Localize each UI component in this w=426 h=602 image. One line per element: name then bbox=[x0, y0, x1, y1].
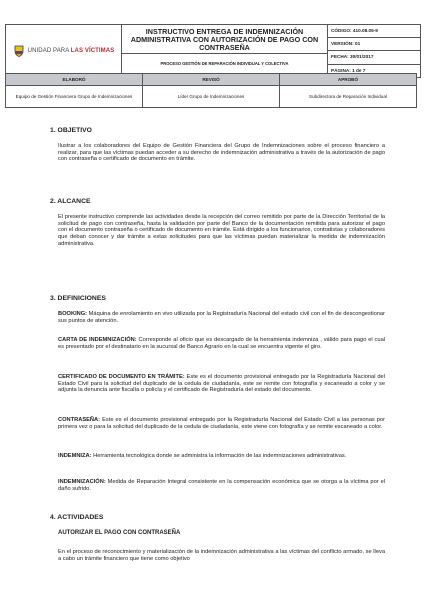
section-actividades-title: 4. ACTIVIDADES bbox=[50, 514, 104, 521]
reviso-header: REVISÓ bbox=[143, 74, 280, 86]
definition-certificado: CERTIFICADO DE DOCUMENTO EN TRÁMITE: Este es el documento provisional entregado por la Registraduría Nacional del Estado Civil para la solicitud del duplicado de la cedula de ciudadanía, este se remite con fotografía y escaneado a color y se adjunta la denuncia ante fiscalía o policía y el certificado de Registraduría del estado del documento. bbox=[58, 374, 385, 394]
definition-term: CARTA DE INDEMNIZACIÓN: bbox=[58, 337, 137, 343]
document-title: INSTRUCTIVO ENTREGA DE INDEMNIZACIÓN ADMINISTRATIVA CON AUTORIZACIÓN DE PAGO CON CONTRASEÑA bbox=[122, 27, 327, 54]
definition-indemnizacion: INDEMNIZACIÓN: Medida de Reparación Integral consistente en la compensación económica que se otorga a la víctima por el daño sufrido. bbox=[58, 479, 385, 492]
coat-of-arms-icon bbox=[13, 45, 25, 57]
elaboro-header: ELABORÓ bbox=[6, 74, 143, 86]
document-code: CÓDIGO: 410.08.05-9 bbox=[328, 25, 420, 38]
section-objetivo-title: 1. OBJETIVO bbox=[50, 127, 92, 134]
section-alcance-title: 2. ALCANCE bbox=[50, 198, 91, 205]
document-header bbox=[5, 24, 421, 78]
approval-table bbox=[5, 73, 417, 108]
definition-term: BOOKING: bbox=[58, 311, 88, 317]
logo bbox=[6, 45, 121, 57]
section-actividades-text: En el proceso de reconocimiento y materialización de la indemnización administrativa a las víctimas del conflicto armado, se lleva a cabo un trámite financiero que tiene como objetivo bbox=[58, 549, 385, 562]
logo-text: UNIDAD PARA LAS VÍCTIMAS bbox=[27, 47, 115, 54]
definition-indemniza: INDEMNIZA: Herramienta tecnológica donde se administra la información de las indemnizaciones administrativas. bbox=[58, 453, 347, 459]
document-version: VERSIÓN: 01 bbox=[328, 38, 420, 51]
section-definiciones-title: 3. DEFINICIONES bbox=[50, 295, 106, 302]
process-name: PROCESO GESTIÓN DE REPARACIÓN INDIVIDUAL Y COLECTIVA bbox=[160, 61, 289, 67]
title-cell bbox=[122, 25, 328, 78]
logo-brand: LAS VÍCTIMAS bbox=[70, 47, 115, 54]
reviso-value: Líder Grupo de Indemnizaciones bbox=[143, 86, 280, 108]
aprobo-value: Subdirectora de Reparación Individual bbox=[280, 86, 417, 108]
logo-cell bbox=[6, 25, 122, 78]
definition-booking: BOOKING: Máquina de enrolamiento en vivo utilizada por la Registraduría Nacional del estado civil con el fin de descongestionar sus puntos de atención. bbox=[58, 311, 385, 324]
meta-cell bbox=[328, 25, 421, 78]
page-number: PÁGINA: 1 de 7 bbox=[331, 67, 366, 73]
aprobo-header: APROBÓ bbox=[280, 74, 417, 86]
section-alcance-text: El presente instructivo comprende las actividades desde la recepción del correo remitido por parte de la Dirección Territorial de la solicitud de pago con contraseña, hasta la validación por parte del Banco de la documentación remitida para autorizar el pago con el documento contraseña o certificado de documento en trámite. Está dirigido a los funcionarios, contratistas y colaboradores que deban conocer y dar trámite a estas solicitudes para que las víctimas puedan materializar la medida de indemnización administrativa. bbox=[58, 214, 385, 247]
section-objetivo-text: Ilustrar a los colaboradores del Equipo de Gestión Financiera del Grupo de Indemnizaciones sobre el proceso financiero a realizar, para que las víctimas puedan acceder a su derecho de indemnización administrativa a través de la autorización de pago con contraseña o certificado de documento en trámite. bbox=[58, 143, 385, 163]
definition-term: INDEMNIZACIÓN: bbox=[58, 479, 106, 485]
document-date: FECHA: 30/01/2017 bbox=[328, 51, 420, 64]
definition-contrasena: CONTRASEÑA: Este es el documento provisional entregado por la Registraduría Nacional del Estado Civil a las personas por primera vez o para la solicitud del duplicado de la cedula de ciudadanía, este viene con fotografía y se remite escaneado a color. bbox=[58, 417, 385, 430]
definition-term: CONTRASEÑA: bbox=[58, 417, 101, 423]
definition-carta: CARTA DE INDEMNIZACIÓN: Corresponde al oficio que es descargado de la herramienta indemniza , válido para pago el cual es presentado por el destinatario en la sucursal de Banco Agrario en la cual se encuentra vigente el giro. bbox=[58, 337, 385, 350]
definition-term: CERTIFICADO DE DOCUMENTO EN TRÁMITE: bbox=[58, 374, 185, 380]
elaboro-value: Equipo de Gestión Financiera Grupo de Indemnizaciones bbox=[6, 86, 143, 108]
definition-term: INDEMNIZA: bbox=[58, 453, 92, 459]
section-actividades-subtitle: AUTORIZAR EL PAGO CON CONTRASEÑA bbox=[58, 530, 181, 536]
